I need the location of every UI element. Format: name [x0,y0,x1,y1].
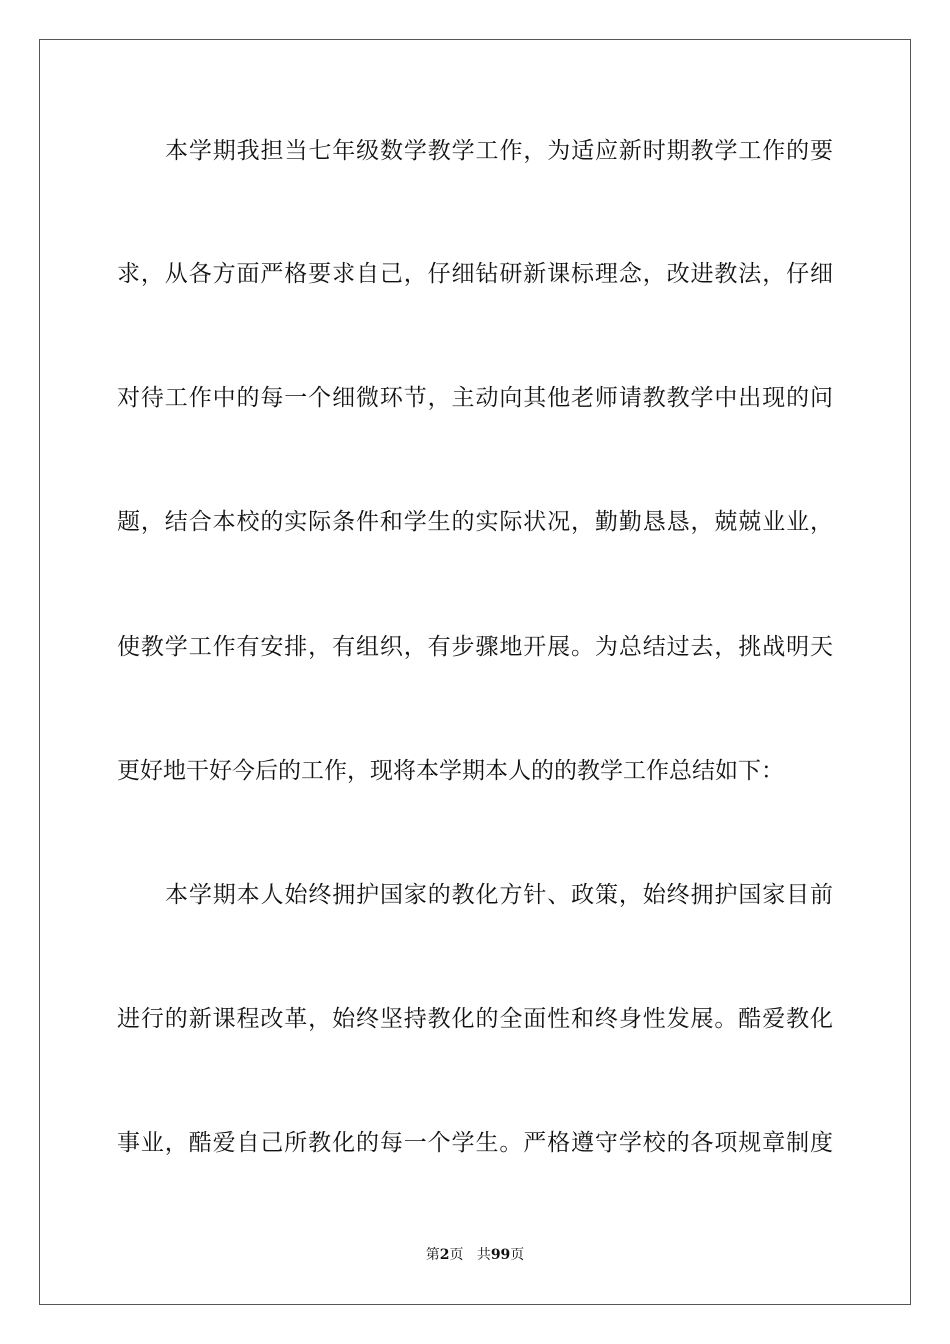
footer-total-suffix: 页 [510,1247,525,1263]
paragraph-1-line-6: 更好地干好今后的工作，现将本学期本人的的教学工作总结如下： [117,758,784,784]
paragraph-1-line-5: 使教学工作有安排，有组织，有步骤地开展。为总结过去，挑战明天 [117,634,833,660]
footer-page-prefix: 第 [425,1247,440,1263]
footer-spacer [463,1247,476,1263]
paragraph-2-line-1: 本学期本人始终拥护国家的教化方针、政策，始终拥护国家目前 [165,882,833,908]
paragraph-1-line-1: 本学期我担当七年级数学教学工作，为适应新时期教学工作的要 [165,138,833,164]
footer-page-suffix: 页 [449,1247,464,1263]
page-border [39,39,911,1305]
paragraph-1-line-4: 题，结合本校的实际条件和学生的实际状况，勤勤恳恳，兢兢业业， [117,509,833,535]
paragraph-1-line-3: 对待工作中的每一个细微环节，主动向其他老师请教教学中出现的问 [117,385,833,411]
paragraph-2-line-3: 事业，酷爱自己所教化的每一个学生。严格遵守学校的各项规章制度 [117,1130,833,1156]
paragraph-1-line-2: 求，从各方面严格要求自己，仔细钻研新课标理念，改进教法，仔细 [117,261,833,287]
footer-total-prefix: 共 [476,1247,491,1263]
page-footer [0,1246,950,1264]
footer-page-number: 2 [439,1247,450,1263]
paragraph-2-line-2: 进行的新课程改革，始终坚持教化的全面性和终身性发展。酷爱教化 [117,1006,833,1032]
footer-total-pages: 99 [490,1247,511,1263]
